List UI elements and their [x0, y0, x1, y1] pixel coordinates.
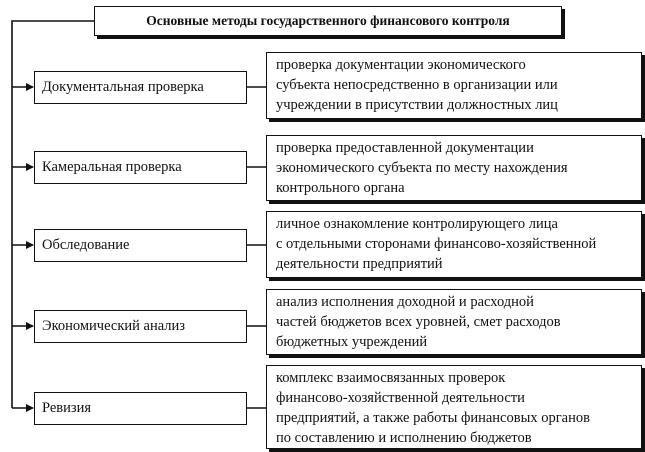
description-line: по составлению и исполнению бюджетов	[276, 430, 532, 446]
description-line: деятельности предприятий	[276, 256, 443, 272]
method-box-analysis	[34, 310, 247, 343]
method-label: Камеральная проверка	[42, 159, 182, 175]
description-box-audit	[266, 365, 642, 449]
description-line: комплекс взаимосвязанных проверок	[276, 370, 506, 386]
method-box-documentary	[34, 71, 247, 104]
description-line: проверка документации экономического	[276, 57, 526, 73]
description-box-survey	[266, 211, 642, 278]
description-line: субъекта непосредственно в организации или	[276, 77, 558, 93]
method-box-cameral	[34, 151, 247, 184]
method-label: Документальная проверка	[42, 79, 204, 95]
method-label: Экономический анализ	[42, 318, 185, 334]
description-line: проверка предоставленной документации	[276, 140, 534, 156]
description-line: частей бюджетов всех уровней, смет расходов	[276, 314, 561, 330]
description-box-analysis	[266, 289, 642, 355]
description-line: экономического субъекта по месту нахождения	[276, 160, 568, 176]
method-box-audit	[34, 392, 247, 425]
description-line: личное ознакомление контролирующего лица	[276, 216, 558, 232]
description-line: предприятий, а также работы финансовых органов	[276, 410, 590, 426]
description-box-cameral	[266, 135, 642, 201]
description-line: с отдельными сторонами финансово-хозяйственной	[276, 236, 597, 252]
description-line: бюджетных учреждений	[276, 334, 428, 350]
diagram-title: Основные методы государственного финансового контроля	[94, 6, 562, 36]
description-line: контрольного органа	[276, 180, 405, 196]
description-line: анализ исполнения доходной и расходной	[276, 294, 534, 310]
method-label: Обследование	[42, 237, 130, 253]
description-line: финансово-хозяйственной деятельности	[276, 390, 525, 406]
method-label: Ревизия	[42, 400, 92, 416]
description-box-documentary	[266, 52, 642, 119]
description-line: учреждении в присутствии должностных лиц	[276, 97, 558, 113]
method-box-survey	[34, 229, 247, 262]
